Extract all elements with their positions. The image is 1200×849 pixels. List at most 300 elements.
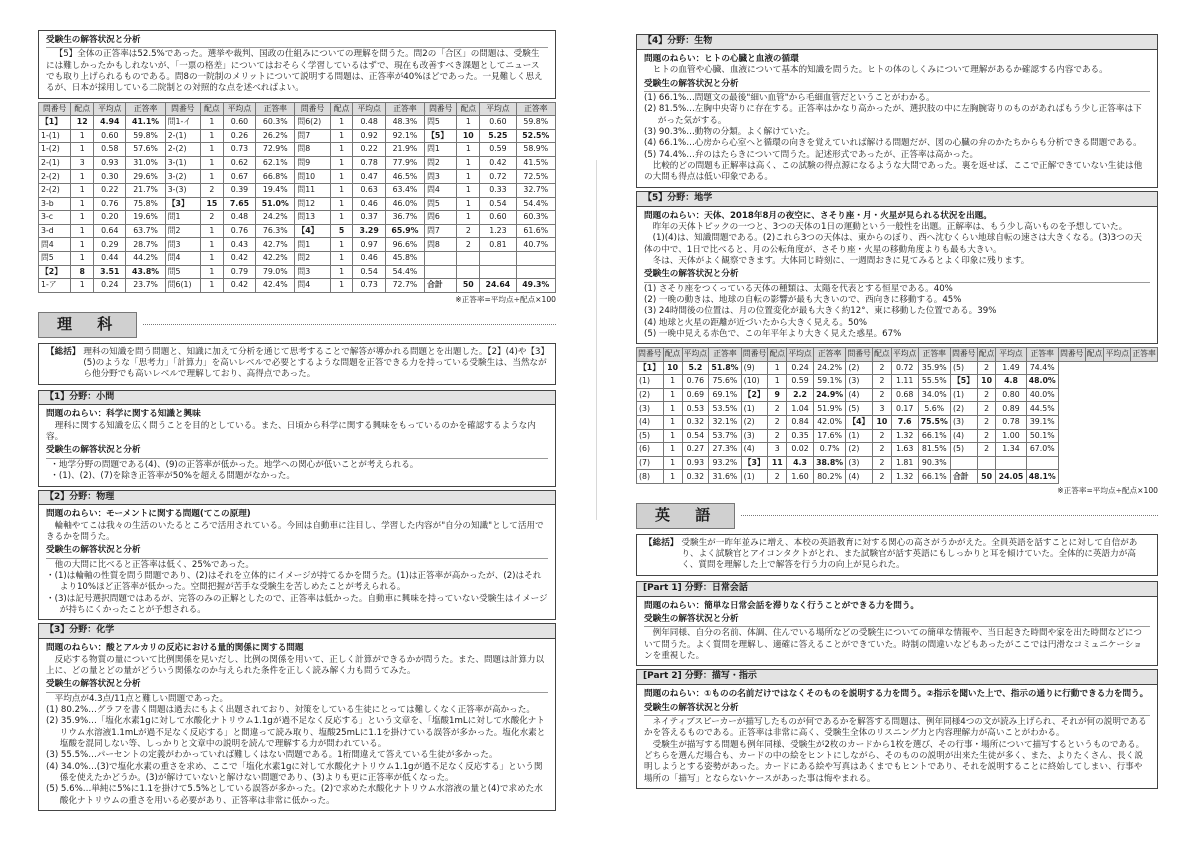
table-cell: 4.94: [94, 116, 126, 130]
table-cell: (5): [950, 443, 977, 457]
table-cell: 0.84: [787, 415, 814, 429]
table-cell: 1-(1): [39, 129, 71, 143]
table-row: [637, 415, 1158, 429]
table-cell: 1.32: [891, 470, 918, 484]
table-cell: 3-d: [39, 224, 71, 238]
table-cell: 38.8%: [813, 456, 845, 470]
table-cell: 90.3%: [918, 456, 950, 470]
table-cell: 31.0%: [126, 156, 165, 170]
table-cell: 問1-イ: [165, 116, 200, 130]
table-cell: 2: [768, 415, 787, 429]
table-cell: (9): [741, 361, 768, 375]
aim-heading: 問題のねらい：モーメントに関する問題(てこの原理): [46, 509, 251, 520]
aim-heading: 問題のねらい：酸とアルカリの反応における量的関係に関する問題: [46, 643, 304, 654]
table-cell: 1.60: [787, 470, 814, 484]
table-cell: (2): [950, 402, 977, 416]
table-row: [39, 129, 556, 143]
column-header: 正答率: [709, 348, 741, 361]
aim-heading: 問題のねらい：科学に関する知識と興味: [46, 409, 201, 420]
table-cell: 1.49: [996, 361, 1026, 375]
analysis-heading: 受験生の解答状況と分析: [46, 445, 548, 458]
list-item: (3) 24時間後の位置は、月の位置変化が最も大きく約12°、東に移動した位置である。39%: [644, 306, 997, 317]
table-cell: 44.2%: [126, 251, 165, 265]
table-cell: 0.97: [353, 238, 385, 252]
column-header: 問番号: [637, 348, 664, 361]
table-cell: 80.2%: [813, 470, 845, 484]
table-cell: (5): [846, 402, 873, 416]
table-cell: 19.6%: [126, 211, 165, 225]
table-cell: [516, 251, 555, 265]
table-row: [39, 224, 556, 238]
table-cell: 問1: [165, 211, 200, 225]
table-cell: 1-(2): [39, 143, 71, 157]
aim-heading: 問題のねらい：①ものの名前だけではなくそのものを説明する力を問う。②指示を聞いた上で、指示の通りに行動できる力を問う。: [644, 689, 1149, 700]
table-cell: 3-(1): [165, 156, 200, 170]
table-cell: 0.59: [480, 143, 516, 157]
table-cell: 2-(2): [39, 183, 71, 197]
table-cell: 57.6%: [126, 143, 165, 157]
table-cell: 66.8%: [256, 170, 295, 184]
table-cell: (8): [637, 470, 664, 484]
table-cell: 0.7%: [813, 443, 845, 457]
table-cell: (3): [846, 456, 873, 470]
table-cell: 9: [768, 388, 787, 402]
eigo-summary: [636, 534, 1158, 576]
table-cell: 1: [330, 143, 353, 157]
section-title: 【1】分野：小問: [39, 391, 555, 406]
table-cell: (4): [846, 470, 873, 484]
table-cell: 5: [330, 224, 353, 238]
table-cell: 41.5%: [516, 156, 555, 170]
table-cell: 65.9%: [385, 224, 424, 238]
table-cell: 29.6%: [126, 170, 165, 184]
table-cell: 1: [663, 375, 682, 389]
table-cell: 77.9%: [385, 156, 424, 170]
table-cell: (1): [741, 470, 768, 484]
table-cell: 49.3%: [516, 279, 555, 293]
table-cell: 1: [201, 279, 224, 293]
table-cell: 11: [768, 456, 787, 470]
table-cell: 1-ア: [39, 279, 71, 293]
table-row: [39, 183, 556, 197]
table-cell: 0.54: [682, 429, 709, 443]
table-cell: 問5: [425, 197, 457, 211]
table-cell: 76.3%: [256, 224, 295, 238]
table-cell: 0.46: [353, 197, 385, 211]
table-cell: 5.6%: [918, 402, 950, 416]
table-cell: 53.7%: [709, 429, 741, 443]
table-cell: 0.64: [94, 224, 126, 238]
table-cell: [996, 456, 1026, 470]
table-cell: 問9: [295, 156, 330, 170]
column-header: 配点: [1085, 348, 1104, 361]
table-cell: 0.89: [996, 402, 1026, 416]
table-cell: 51.8%: [709, 361, 741, 375]
table-cell: 41.1%: [126, 116, 165, 130]
table-cell: 2: [873, 443, 892, 457]
table-cell: 27.3%: [709, 443, 741, 457]
table-cell: 0.02: [787, 443, 814, 457]
table-cell: 0.69: [682, 388, 709, 402]
table-cell: 0.62: [223, 156, 255, 170]
table-cell: (3): [950, 415, 977, 429]
table-cell: 0.24: [787, 361, 814, 375]
table-cell: (1): [637, 375, 664, 389]
table-cell: 24.9%: [813, 388, 845, 402]
list-item: (5) 5.6%…単純に5%に1.1を掛けて5.5%としている誤答が多かった。(2)で求めた水酸化ナトリウム水溶液の量と(4)で求めた水酸化ナトリウムの重さを用いる必要があり、正答率は非常に低かった。: [46, 784, 543, 806]
table-cell: 0.63: [353, 183, 385, 197]
table-cell: 1: [330, 197, 353, 211]
column-header: 正答率: [918, 348, 950, 361]
table-cell: 2: [873, 456, 892, 470]
table-cell: 1: [71, 251, 94, 265]
table-cell: 1: [330, 183, 353, 197]
table-cell: [480, 251, 516, 265]
rika-section-title: [38, 312, 556, 338]
social-score-table: [38, 102, 556, 293]
column-header: 平均点: [891, 348, 918, 361]
table-cell: (4): [846, 388, 873, 402]
column-header: 平均点: [996, 348, 1026, 361]
table-cell: 3-b: [39, 197, 71, 211]
table-cell: 1: [71, 279, 94, 293]
table-cell: 0.67: [223, 170, 255, 184]
table-cell: 2: [768, 470, 787, 484]
column-header: 配点: [663, 348, 682, 361]
table-cell: 1: [330, 129, 353, 143]
list-item: (5) 74.4%…弁のはたらきについて問うた。記述形式であったが、正答率は高かった。: [644, 149, 979, 160]
table-row: [39, 197, 556, 211]
table-cell: [457, 265, 480, 279]
table-cell: 1: [201, 170, 224, 184]
table-cell: 問4: [295, 279, 330, 293]
table-cell: 2.2: [787, 388, 814, 402]
column-header: 配点: [330, 102, 353, 115]
table-cell: 75.8%: [126, 197, 165, 211]
table-row: [39, 156, 556, 170]
divider: [143, 324, 556, 325]
eigo-section-title: [636, 503, 1158, 529]
table-cell: 23.7%: [126, 279, 165, 293]
table-cell: 1: [201, 265, 224, 279]
column-header: 平均点: [223, 102, 255, 115]
table-cell: 63.7%: [126, 224, 165, 238]
section-title: 【5】分野：地学: [637, 192, 1157, 207]
table-cell: 67.0%: [1026, 443, 1058, 457]
table-cell: 2: [457, 224, 480, 238]
table-cell: 問4: [165, 251, 200, 265]
section-title: [Part 2] 分野：描写・指示: [637, 670, 1157, 685]
table-cell: 60.3%: [516, 211, 555, 225]
table-cell: 1: [71, 197, 94, 211]
table-cell: 10: [457, 129, 480, 143]
table-cell: 合計: [950, 470, 977, 484]
table-cell: 36.7%: [385, 211, 424, 225]
table-row: [39, 170, 556, 184]
list-item: (1) 80.2%…グラフを書く問題は過去にもよく出題されており、対策をしている生徒にとっては難しくなく正答率が高かった。: [46, 705, 535, 716]
analysis-text: 他の大問に比べると正答率は低く、25%であった。: [54, 559, 254, 570]
table-cell: 26.2%: [256, 129, 295, 143]
column-header: 正答率: [1026, 348, 1058, 361]
table-cell: 0.26: [223, 129, 255, 143]
table-cell: 1: [71, 238, 94, 252]
table-cell: 1.04: [787, 402, 814, 416]
table-cell: 1.00: [996, 429, 1026, 443]
table-cell: 43.8%: [126, 265, 165, 279]
column-header: 配点: [873, 348, 892, 361]
aim-heading: 問題のねらい：天体、2018年8月の夜空に、さそり座・月・火星が見られる状況を出題。: [644, 210, 992, 221]
table-row: [637, 388, 1158, 402]
table-cell: 34.0%: [918, 388, 950, 402]
table-cell: 50.1%: [1026, 429, 1058, 443]
table-cell: 2: [977, 415, 996, 429]
aim-text: ヒトの血管や心臓、血液について基本的知識を問うた。ヒトの体のしくみについて理解があるか確認する内容である。: [652, 65, 1108, 76]
table-cell: 1: [71, 211, 94, 225]
table-row: [39, 116, 556, 130]
table-cell: [1026, 456, 1058, 470]
table-cell: 45.8%: [385, 251, 424, 265]
score-table-header: [39, 102, 556, 115]
table-cell: 0.73: [223, 143, 255, 157]
table-cell: 72.5%: [516, 170, 555, 184]
table-cell: 1: [71, 183, 94, 197]
table-cell: 59.1%: [813, 375, 845, 389]
page-gutter: [596, 160, 599, 520]
table-cell: 42.2%: [256, 251, 295, 265]
table-row: [637, 443, 1158, 457]
table-cell: (1): [950, 388, 977, 402]
analysis-text: 比較的どの問題も正解率は高く、この試験の得点源になるような大問であった。裏を返せば、ここで正解できていない生徒は他の大問も得点は低い印象である。: [644, 160, 1143, 183]
list-item: (3) 90.3%…動物の分類。よく解けていた。: [644, 126, 816, 137]
table-cell: [425, 251, 457, 265]
table-cell: 1: [768, 361, 787, 375]
table-cell: 17.6%: [813, 429, 845, 443]
table-cell: (10): [741, 375, 768, 389]
table-cell: 2: [873, 429, 892, 443]
table-cell: 59.8%: [126, 129, 165, 143]
table-cell: 52.5%: [516, 129, 555, 143]
table-cell: 2: [201, 183, 224, 197]
table-row: [39, 238, 556, 252]
column-header: 正答率: [126, 102, 165, 115]
table-cell: 2: [977, 429, 996, 443]
column-header: 正答率: [1131, 348, 1158, 361]
score-note: ※正答率=平均点÷配点×100: [1057, 485, 1158, 495]
list-item: (3) 55.5%…パーセントの定義がわかっていれば難しくはない問題である。1桁間違えて答えている生徒が多かった。: [46, 750, 498, 761]
analysis-heading: 受験生の解答状況と分析: [46, 545, 548, 558]
table-cell: 問4: [425, 183, 457, 197]
table-cell: 0.72: [480, 170, 516, 184]
table-cell: 【3】: [741, 456, 768, 470]
table-cell: 2: [457, 238, 480, 252]
table-cell: 42.7%: [256, 238, 295, 252]
column-header: 正答率: [385, 102, 424, 115]
table-cell: 0.17: [891, 402, 918, 416]
table-cell: 0.44: [94, 251, 126, 265]
table-cell: 46.0%: [385, 197, 424, 211]
table-cell: 10: [977, 375, 996, 389]
table-cell: 1.81: [891, 456, 918, 470]
table-cell: (2): [846, 361, 873, 375]
column-header: 問番号: [1058, 348, 1085, 361]
aim-text: (1)(4)は、知識問題である。(2)これら3つの天体は、東からのぼり、西へ沈むくらい地球自転の速さは大きくなる。(3)3つの天体の中で、1日で比べると、月の公転角度が、さそり座・火星の移動角度よりも最も大きい。: [644, 233, 1142, 255]
column-header: 問番号: [425, 102, 457, 115]
table-cell: 51.9%: [813, 402, 845, 416]
table-cell: 【3】: [165, 197, 200, 211]
table-cell: 問7: [295, 129, 330, 143]
table-cell: 7.65: [223, 197, 255, 211]
table-cell: 1: [201, 129, 224, 143]
table-cell: 15: [201, 197, 224, 211]
summary-text: 受験生が一昨年並みに増え、本校の英語教育に対する関心の高さがうかがえた。全員英語を話すことに対して自信があり、よく試験官とアイコンタクトがとれ、また試験官が話す英語にもしっかりと耳を傾けていた。全体的に英語力が高く、質問を理解した上で解答を行う力の向上が見られた。: [681, 537, 1138, 571]
table-cell: 12: [71, 116, 94, 130]
list-item: (1) 66.1%…問題文の最後"細い血管"から毛細血管だということがわかる。: [644, 92, 935, 103]
table-cell: (3): [637, 402, 664, 416]
list-item: (1) さそり座をつくっている天体の種類は、太陽を代表とする恒星である。40%: [644, 283, 953, 294]
table-cell: 35.9%: [918, 361, 950, 375]
table-cell: 21.7%: [126, 183, 165, 197]
table-cell: (4): [637, 415, 664, 429]
list-item: (4) 66.1%…心房から心室へと循環の向きを覚えていれば解ける問題だが、図の心臓の弁のかたちからも分析できる問題である。: [644, 138, 1142, 149]
table-cell: 問1: [425, 143, 457, 157]
column-header: 問番号: [295, 102, 330, 115]
table-cell: 0.48: [353, 116, 385, 130]
table-cell: 44.5%: [1026, 402, 1058, 416]
table-cell: 1: [330, 116, 353, 130]
summary-key: 【総括】: [644, 537, 679, 548]
table-cell: 0.93: [94, 156, 126, 170]
table-cell: 0.27: [682, 443, 709, 457]
table-row: [637, 375, 1158, 389]
table-cell: 【1】: [39, 116, 71, 130]
table-cell: 5.2: [682, 361, 709, 375]
list-item: (4) 地球と火星の距離が近づいたから大きく見える。50%: [644, 317, 868, 328]
analysis-text: 受験生が描写する問題も例年同様、受験生が2枚のカードから1枚を選び、その行事・場所について描写するというものである。どちらを選んだ場合も、カードの中の絵をヒントにしながら、そのものの説明が出来た生徒が多く、また、よりたくさん、長く説明しようとする姿勢があった。カードにある絵や写真はあくまでもヒントであり、それを説明することに終始してしまい、行事や場所の「描写」とならないケースがあった事は悔やまれる。: [644, 739, 1145, 784]
table-cell: 問11: [295, 183, 330, 197]
table-cell: 74.4%: [1026, 361, 1058, 375]
rika-section-3: [38, 623, 556, 811]
table-cell: 3-c: [39, 211, 71, 225]
table-cell: 1.63: [891, 443, 918, 457]
table-cell: 問7: [425, 224, 457, 238]
table-cell: 問6(2): [295, 116, 330, 130]
table-row: [637, 429, 1158, 443]
table-cell: (5): [950, 361, 977, 375]
table-cell: 0.20: [94, 211, 126, 225]
column-header: 配点: [201, 102, 224, 115]
table-cell: 0.53: [682, 402, 709, 416]
table-cell: [977, 456, 996, 470]
table-cell: 24.05: [996, 470, 1026, 484]
table-row: [637, 402, 1158, 416]
table-cell: 72.9%: [256, 143, 295, 157]
table-cell: 0.76: [94, 197, 126, 211]
column-header: 平均点: [94, 102, 126, 115]
rika-summary: [38, 343, 556, 385]
rika-score-table: [636, 347, 1158, 484]
table-cell: 0.60: [94, 129, 126, 143]
table-cell: 1: [330, 238, 353, 252]
table-cell: 1: [457, 197, 480, 211]
table-cell: 【1】: [637, 361, 664, 375]
table-cell: 問1: [295, 238, 330, 252]
social-analysis-box: [38, 30, 556, 99]
table-cell: 0.24: [94, 279, 126, 293]
table-cell: 1: [201, 116, 224, 130]
table-cell: (4): [950, 429, 977, 443]
table-row: [39, 251, 556, 265]
table-cell: (4): [741, 443, 768, 457]
analysis-heading: 受験生の解答状況と分析: [644, 703, 1150, 716]
table-cell: 0.29: [94, 238, 126, 252]
table-cell: 28.7%: [126, 238, 165, 252]
table-cell: 2: [873, 375, 892, 389]
table-cell: 0.54: [480, 197, 516, 211]
eigo-part-1: [636, 581, 1158, 667]
left-page: [10, 0, 584, 849]
table-cell: 1.23: [480, 224, 516, 238]
column-header: 平均点: [353, 102, 385, 115]
table-cell: 1: [330, 156, 353, 170]
summary-key: 【総括】: [46, 346, 81, 357]
table-cell: [516, 265, 555, 279]
table-cell: 2: [977, 402, 996, 416]
table-cell: 1.34: [996, 443, 1026, 457]
table-cell: 問2: [295, 251, 330, 265]
table-cell: 0.39: [223, 183, 255, 197]
table-cell: 0.30: [94, 170, 126, 184]
analysis-heading: 受験生の解答状況と分析: [644, 614, 1150, 627]
table-cell: 0.22: [94, 183, 126, 197]
table-cell: 0.32: [682, 470, 709, 484]
table-cell: 24.2%: [256, 211, 295, 225]
section-title: 【2】分野：物理: [39, 491, 555, 506]
table-cell: 5.25: [480, 129, 516, 143]
table-cell: 75.5%: [918, 415, 950, 429]
table-cell: 問5: [39, 251, 71, 265]
table-cell: 0.80: [996, 388, 1026, 402]
table-cell: 1: [663, 456, 682, 470]
table-cell: 2-(2): [39, 170, 71, 184]
table-cell: 0.48: [223, 211, 255, 225]
table-cell: 48.1%: [1026, 470, 1058, 484]
table-row: [637, 361, 1158, 375]
table-cell: 1: [71, 170, 94, 184]
list-item: ・(1)、(2)、(7)を除き正答率が50%を超える問題がなかった。: [50, 471, 295, 482]
social-analysis-heading: 受験生の解答状況と分析: [46, 35, 548, 48]
table-cell: [480, 265, 516, 279]
table-cell: 81.5%: [918, 443, 950, 457]
table-cell: 問8: [425, 238, 457, 252]
table-cell: 0.92: [353, 129, 385, 143]
table-row: [39, 211, 556, 225]
table-cell: 1: [201, 224, 224, 238]
column-header: 配点: [457, 102, 480, 115]
table-cell: 1: [457, 211, 480, 225]
column-header: 平均点: [682, 348, 709, 361]
column-header: 問番号: [846, 348, 873, 361]
table-cell: (3): [846, 375, 873, 389]
table-cell: 60.3%: [256, 116, 295, 130]
aim-text: 反応する物質の量について比例関係を見いだし、比例の関係を用いて、正しく計算ができるかが問うた。また、問題は計算力以上に、どの量とどの量がどういう関係なのか与えられた条件を正しく読み解く力も問うてみた。: [46, 654, 545, 677]
table-cell: 53.5%: [709, 402, 741, 416]
score-table-header: [637, 348, 1158, 361]
column-header: 平均点: [480, 102, 516, 115]
table-cell: 0.76: [682, 375, 709, 389]
table-cell: 2-(2): [165, 143, 200, 157]
column-header: 問番号: [39, 102, 71, 115]
aim-text: 輪軸やてこは我々の生活のいたるところで活用されている。今回は自動車に注目し、学習した内容が"自分の知識"として活用できるかを問うた。: [46, 520, 544, 543]
